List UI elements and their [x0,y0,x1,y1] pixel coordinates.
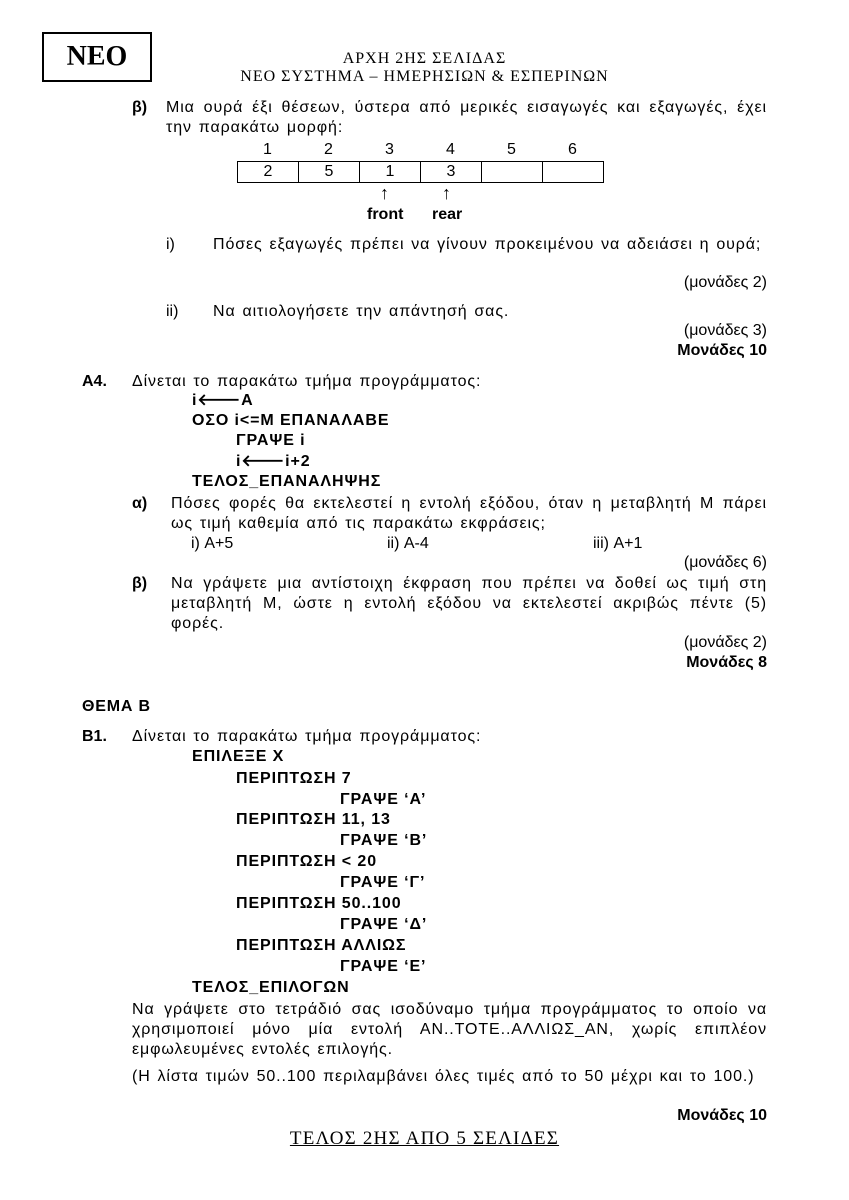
question-b1-total: Μονάδες 10 [677,1107,767,1124]
question-b1-paragraph: Να γράψετε στο τετράδιό σας ισοδύναμο τμήμα προγράμματος το οποίο να χρησιμοποιεί μόνο μία εντολή ΑΝ..ΤΟΤΕ..ΑΛΛΙΩΣ_ΑΝ, χωρίς επιπλέον εμφωλευμένες εντολές επιλογής. [132,1001,767,1058]
question-beta-text: Μια ουρά έξι θέσεων, ύστερα από μερικές εισαγωγές και εξαγωγές, έχει την παρακάτω μορφή: [166,99,767,136]
queue-cell: 3 [421,162,482,182]
question-b1-intro: Δίνεται το παρακάτω τμήμα προγράμματος: [132,728,482,745]
question-a4-label: Α4. [82,373,107,390]
queue-index: 4 [446,141,455,158]
queue-index: 3 [385,141,394,158]
question-beta-total: Μονάδες 10 [677,342,767,359]
queue-cell: 2 [238,162,299,182]
front-arrow-icon: ↑ [380,183,389,203]
queue-cell [543,162,604,182]
sub-question-ii-text: Να αιτιολογήσετε την απάντησή σας. [213,303,510,320]
code-line: ΠΕΡΙΠΤΩΣΗ 11, 13 [236,811,391,828]
code-line: i🡐Α [192,392,254,409]
sub-question-ii-marks: (μονάδες 3) [683,322,767,339]
question-a4-total: Μονάδες 8 [686,654,767,671]
queue-index: 5 [507,141,516,158]
code-line: ΠΕΡΙΠΤΩΣΗ < 20 [236,853,377,870]
code-line: ΠΕΡΙΠΤΩΣΗ ΑΛΛΙΩΣ [236,937,407,954]
queue-indices [237,141,603,161]
question-a4-intro: Δίνεται το παρακάτω τμήμα προγράμματος: [132,373,482,390]
question-a4-beta-marks: (μονάδες 2) [683,634,767,651]
question-b1-label: Β1. [82,728,107,745]
code-line: ΓΡΑΨΕ ‘Α’ [340,791,427,808]
queue-table [237,161,604,183]
code-line: ΓΡΑΨΕ ‘Γ’ [340,874,426,891]
sub-question-i-marks: (μονάδες 2) [683,274,767,291]
code-line: ΠΕΡΙΠΤΩΣΗ 50..100 [236,895,402,912]
code-line: ΓΡΑΨΕ ‘Ε’ [340,958,427,975]
question-a4-beta-label: β) [132,575,148,592]
option-1: i) Α+5 [191,535,234,552]
queue-cell [482,162,543,182]
option-3: iii) Α+1 [593,535,643,552]
queue-cell: 1 [360,162,421,182]
code-line: ΤΕΛΟΣ_ΕΠΙΛΟΓΩΝ [192,979,350,996]
code-line: ΤΕΛΟΣ_ΕΠΑΝΑΛΗΨΗΣ [192,473,382,490]
rear-arrow-icon: ↑ [442,183,451,203]
question-a4-beta-text: Να γράψετε μια αντίστοιχη έκφραση που πρέπει να δοθεί ως τιμή στη μεταβλητή Μ, ώστε η εντολή εξόδου να εκτελεστεί ακριβώς πέντε (5) φορές. [171,575,767,632]
queue-index: 2 [324,141,333,158]
code-line: ΓΡΑΨΕ ‘Β’ [340,832,428,849]
page-header-line2: ΝΕΟ ΣΥΣΤΗΜΑ – ΗΜΕΡΗΣΙΩΝ & ΕΣΠΕΡΙΝΩΝ [240,68,609,85]
page-footer: ΤΕΛΟΣ 2ΗΣ ΑΠΟ 5 ΣΕΛΙΔΕΣ [289,1128,560,1149]
question-a4-alpha-text: Πόσες φορές θα εκτελεστεί η εντολή εξόδου, όταν η μεταβλητή Μ πάρει ως τιμή καθεμία από τις παρακάτω εκφράσεις; [171,495,767,532]
code-line: ΓΡΑΨΕ ‘Δ’ [340,916,428,933]
sub-question-i-text: Πόσες εξαγωγές πρέπει να γίνουν προκειμένου να αδειάσει η ουρά; [213,236,762,253]
section-title-theme-b: ΘΕΜΑ Β [82,698,151,715]
series-badge: ΝΕΟ [42,32,152,82]
rear-label: rear [432,206,463,223]
front-label: front [367,206,404,223]
question-a4-alpha-marks: (μονάδες 6) [683,554,767,571]
code-line: ΟΣΟ i<=Μ ΕΠΑΝΑΛΑΒΕ [192,412,390,429]
queue-index: 6 [568,141,577,158]
page-header-line1: ΑΡΧΗ 2ΗΣ ΣΕΛΙΔΑΣ [342,50,507,67]
question-beta-label: β) [132,99,148,116]
code-line: i🡐i+2 [236,453,311,470]
code-line: ΓΡΑΨΕ i [236,432,306,449]
option-2: ii) Α-4 [387,535,429,552]
question-a4-alpha-label: α) [132,495,148,512]
queue-cell: 5 [299,162,360,182]
sub-question-ii-number: ii) [166,303,179,320]
queue-index: 1 [263,141,272,158]
question-b1-note: (Η λίστα τιμών 50..100 περιλαμβάνει όλες τιμές από το 50 μέχρι και το 100.) [132,1068,755,1085]
code-line: ΕΠΙΛΕΞΕ Χ [192,748,285,765]
code-line: ΠΕΡΙΠΤΩΣΗ 7 [236,770,352,787]
sub-question-i-number: i) [166,236,175,253]
